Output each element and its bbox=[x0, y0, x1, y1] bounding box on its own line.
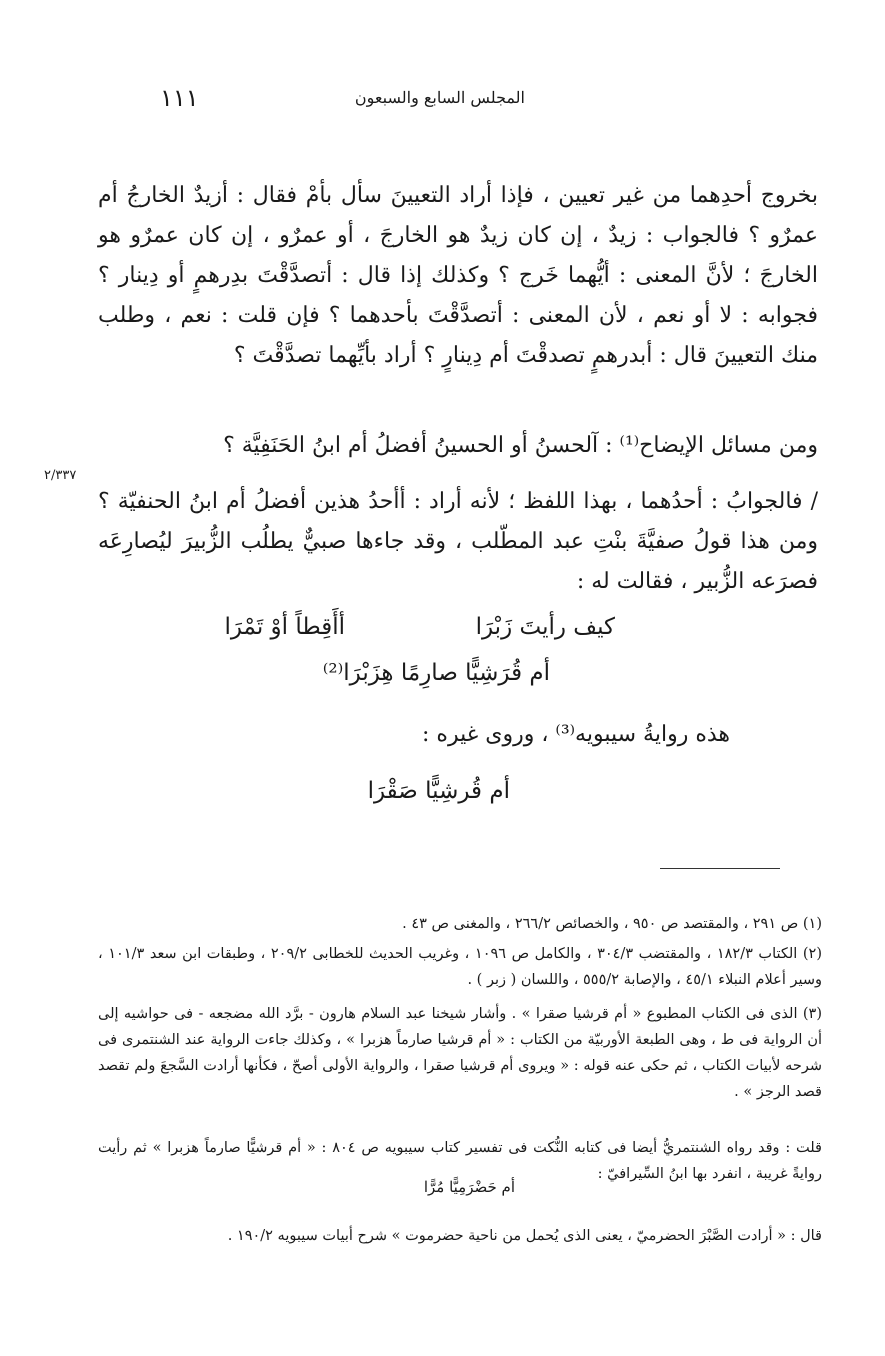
footnote-verse: أم حَضْرَمِيًّا مُرًّا bbox=[423, 1178, 515, 1196]
verse-line-1b: أأَقِطاً أوْ تَمْرَا bbox=[224, 614, 345, 640]
body-paragraph-2: ومن مسائل الإيضاح⁽¹⁾ : آلحسنُ أو الحسينُ أفضلُ أم ابنُ الحَنَفِيَّة ؟ bbox=[223, 433, 818, 458]
body-paragraph-3: / فالجوابُ : أحدُهما ، بهذا اللفظ ؛ لأنه أراد : أأحدُ هذين أفضلُ أم ابنُ الحنفيّة ؟ ومن هذا قولُ صفيَّةَ بنْتِ عبد المطّلب ، وقد جاءها صبيٌّ يطلُب الزُّبيرَ ليُصارِعَه فصرَعه الزُّبير ، فقالت له : bbox=[98, 489, 818, 594]
page-header bbox=[150, 84, 735, 114]
body-paragraph-1: بخروج أحدِهما من غير تعيين ، فإذا أراد التعيينَ سأل بأمْ فقال : أزيدٌ الخارجُ أم عمرٌو ؟ فالجواب : زيدٌ ، إن كان زيدٌ هو الخارجَ ، أو عمرٌو ، إن كان عمرٌو هو الخارجَ ؛ لأنَّ المعنى : أيُّهما خَرج ؟ وكذلك إذا قال : أتصدَّقْتَ بدِرهمٍ أو دِينار ؟ فجوابه : لا أو نعم ، لأن المعنى : أتصدَّقْتَ بأحدهما ؟ فإن قلت : نعم ، وطلب منك التعيينَ قال : أبدرهمٍ تصدقْتَ أم دِينارٍ ؟ أراد بأيِّهما تصدَّقْتَ ؟ bbox=[98, 183, 818, 368]
footnote-1: (١) ص ٢٩١ ، والمقتصد ص ٩٥٠ ، والخصائص ٢٦٦/٢ ، والمغنى ص ٤٣ . bbox=[402, 915, 822, 932]
footnote-3: (٣) الذى فى الكتاب المطبوع « أم قرشيا صقرا » . وأشار شيخنا عبد السلام هارون - برَّد الله مضجعه - فى حواشيه إلى أن الرواية فى ط ، وهى الطبعة الأوربيّة من الكتاب : « أم قرشيا صارماً هزبرا » ، وكذلك جاءت الرواية عند الشنتمرى فى شرحه لأبيات الكتاب ، ثم حكى عنه قوله : « ويروى أم قرشيا صقرا ، والرواية الأولى أصحّ ، فكأنها أرادت السَّجعَ ولم تقصد قصد الرجز » . bbox=[98, 1005, 822, 1100]
verse-line-3: أم قُرشِيًّا صَقْرَا bbox=[367, 778, 510, 804]
footnote-3-end: قال : « أرادت الصَّبْرَ الحضرميّ ، يعنى الذى يُحمل من ناحية حضرموت » شرح أبيات سيبويه ١٩٠/٢ . bbox=[227, 1227, 822, 1244]
verse-line-2: أم قُرَشِيًّا صارِمًا هِزَبْرَا⁽²⁾ bbox=[322, 660, 550, 686]
running-title: المجلس السابع والسبعون bbox=[354, 88, 525, 107]
footnote-separator bbox=[660, 868, 780, 869]
footnote-2: (٢) الكتاب ١٨٢/٣ ، والمقتضب ٣٠٤/٣ ، والكامل ص ١٠٩٦ ، وغريب الحديث للخطابى ٢٠٩/٢ ، وطبقات ابن سعد ١٠١/٣ ، وسير أعلام النبلاء ٤٥/١ ، والإصابة ٥٥٥/٢ ، واللسان ( زبر ) . bbox=[98, 945, 822, 988]
margin-reference: ٢/٣٣٧ bbox=[44, 468, 77, 483]
verse-line-1a: كيف رأيتَ زَبْرَا bbox=[475, 614, 615, 640]
body-prose-line: هذه روايةُ سيبويه⁽³⁾ ، وروى غيره : bbox=[422, 722, 730, 747]
page-number: ١١١ bbox=[160, 84, 199, 112]
footnote-3-continued: قلت : وقد رواه الشنتمريُّ أيضا فى كتابه النُّكت فى تفسير كتاب سيبويه ص ٨٠٤ : « أم قرشيًّا صارماً هزبرا » ثم رأيت روايةً غريبة ، انفرد بها ابنُ السِّيرافيّ : bbox=[98, 1139, 822, 1182]
